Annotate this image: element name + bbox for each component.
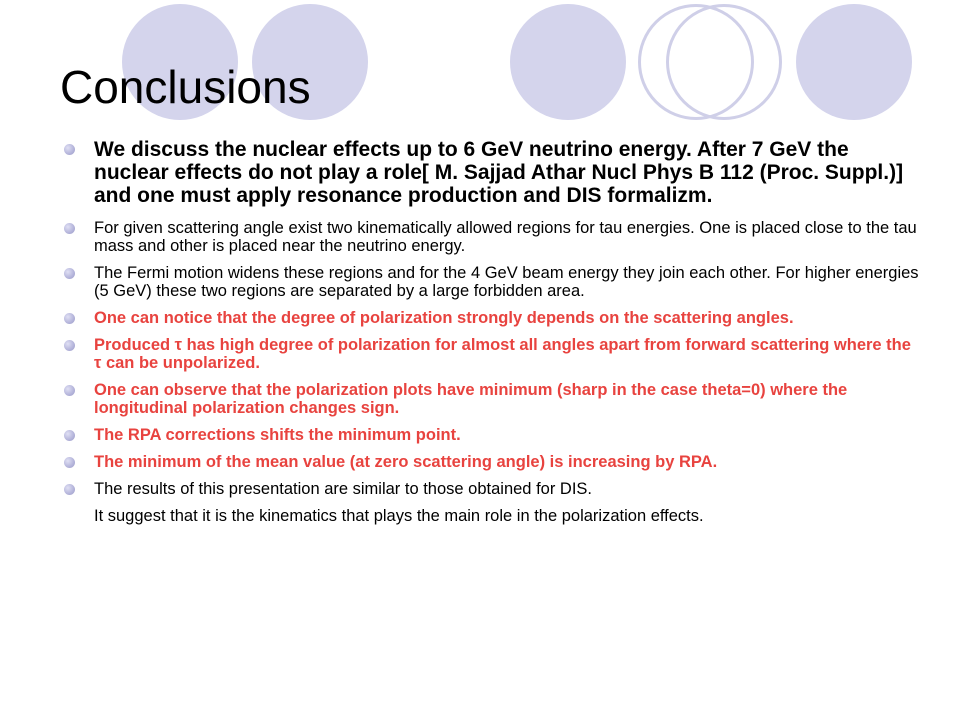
bullet-icon [64,268,75,279]
bullet-item [62,426,922,444]
bullet-item [62,507,922,525]
bullet-item [62,336,922,372]
bullet-icon [64,313,75,324]
bullet-text: The RPA corrections shifts the minimum point. [94,426,461,444]
bullet-text: We discuss the nuclear effects up to 6 GeV neutrino energy. After 7 GeV the nuclear effects do not play a role[ M. Sajjad Athar Nucl Phys B 112 (Proc. Suppl.)] and one must apply resonance production and DIS formalizm. [94,138,904,207]
bullet-icon [64,484,75,495]
bullet-icon [64,457,75,468]
bullet-text: One can observe that the polarization plots have minimum (sharp in the case theta=0) where the longitudinal polarization changes sign. [94,381,848,417]
decor-circle-4 [796,4,912,120]
bullet-item [62,264,922,300]
bullet-item [62,219,922,255]
bullet-item [62,453,922,471]
bullet-item [62,309,922,327]
slide-title: Conclusions [60,61,311,113]
bullet-icon [64,223,75,234]
bullet-icon [64,144,75,155]
bullet-text: The Fermi motion widens these regions and for the 4 GeV beam energy they join each other. For higher energies (5 GeV) these two regions are separated by a large forbidden area. [94,264,919,300]
decor-circle-3 [510,4,626,120]
bullet-icon [64,340,75,351]
bullet-text: The results of this presentation are similar to those obtained for DIS. [94,480,592,498]
bullet-item [62,381,922,417]
bullet-item [62,480,922,498]
bullet-text: The minimum of the mean value (at zero scattering angle) is increasing by RPA. [94,453,718,471]
bullet-text: One can notice that the degree of polarization strongly depends on the scattering angles. [94,309,794,327]
bullet-text: Produced τ has high degree of polarization for almost all angles apart from forward scattering where the τ can be unpolarized. [94,336,911,372]
bullet-list [62,138,922,534]
bullet-text: For given scattering angle exist two kinematically allowed regions for tau energies. One is placed close to the tau mass and other is placed near the neutrino energy. [94,219,917,255]
bullet-icon [64,385,75,396]
decor-ring-2 [666,4,782,120]
bullet-icon [64,430,75,441]
bullet-text: It suggest that it is the kinematics that plays the main role in the polarization effects. [94,507,704,525]
bullet-item [62,138,922,207]
